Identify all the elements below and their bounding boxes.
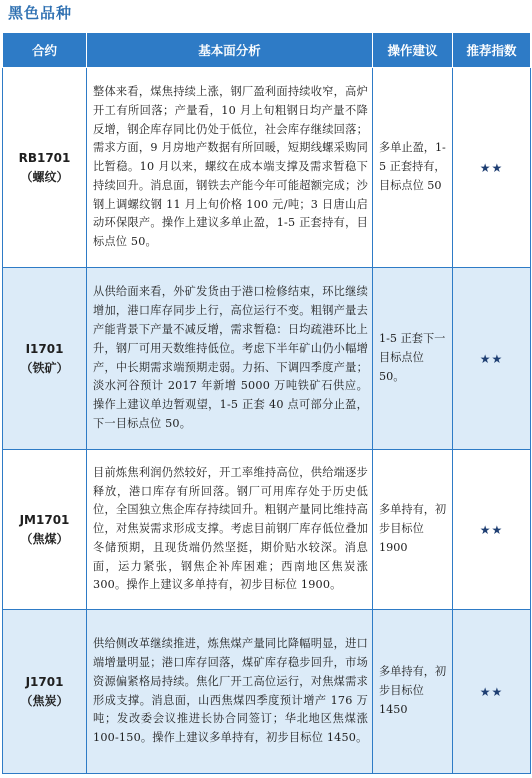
- advice-cell: 多单持有，初步目标位 1450: [373, 610, 453, 774]
- advice-cell: 1-5 正套下一目标点位 50。: [373, 268, 453, 450]
- contract-name: （焦炭）: [20, 693, 69, 708]
- recommendation-table: [2, 32, 531, 774]
- contract-code: I1701: [25, 341, 64, 356]
- analysis-cell: 供给侧改革继续推进，炼焦煤产量同比降幅明显，进口端增量明显；港口库存回落，煤矿库存稳步回升，市场资源偏紧格局持续。焦化厂开工高位运行，对焦煤需求形成支撑。消息面，山西焦煤四季度预计增产 176 万吨；发改委会议推进长协合同签订；华北地区焦煤涨 100-150。操作上建议多单持有，初步目标位 1450。: [87, 610, 373, 774]
- contract-code: J1701: [25, 674, 64, 689]
- header-analysis: 基本面分析: [87, 33, 373, 68]
- contract-cell: [3, 610, 87, 774]
- contract-code: JM1701: [19, 512, 70, 527]
- contract-code: RB1701: [18, 150, 71, 165]
- analysis-cell: 从供给面来看，外矿发货由于港口检修结束，环比继续增加，港口库存同步上行，高位运行不变。粗钢产量去产能背景下产量不减反增，需求暂稳：日均疏港环比上升，钢厂可用天数维持低位。考虑下半年矿山仍小幅增产，中长期需求端预期走弱。力拓、下调四季度产量；淡水河谷预计 2017 年新增 5000 万吨铁矿石供应。操作上建议单边暂观望，1-5 正套 40 点可部分止盈，下一目标点位 50。: [87, 268, 373, 450]
- contract-cell: [3, 450, 87, 610]
- contract-cell: [3, 68, 87, 268]
- contract-name: （螺纹）: [20, 169, 69, 184]
- contract-cell: [3, 268, 87, 450]
- rating-stars: ★★: [453, 268, 531, 450]
- header-rating: 推荐指数: [453, 33, 531, 68]
- rating-stars: ★★: [453, 450, 531, 610]
- table-row: [3, 68, 531, 268]
- table-row: [3, 268, 531, 450]
- table-row: [3, 450, 531, 610]
- table-header-row: [3, 33, 531, 68]
- contract-name: （铁矿）: [20, 360, 69, 375]
- analysis-cell: 目前炼焦利润仍然较好，开工率维持高位，供给端逐步释放，港口库存有所回落。钢厂可用库存处于历史低位，全国独立焦企库存持续回升。粗钢产量同比维持高位，对焦炭需求形成支撑。考虑目前钢厂库存低位叠加冬储预期，且现货端仍然坚挺，期价贴水较深。消息面，运力紧张，钢焦企补库困难；西南地区焦炭涨 300。操作上建议多单持有，初步目标位 1900。: [87, 450, 373, 610]
- table-row: [3, 610, 531, 774]
- section-title: 黑色品种: [8, 4, 73, 22]
- analysis-cell: 整体来看，煤焦持续上涨，钢厂盈利面持续收窄，高炉开工有所回落；产量看，10 月上旬粗钢日均产量不降反增，钢企库存同比仍处于低位，社会库存继续回落；需求方面，9 月房地产数据有所回暖，短期线螺采购同比暂稳。10 月以来，螺纹在成本端支撑及需求暂稳下持续回升。消息面，钢铁去产能今年可能超额完成；沙钢上调螺纹钢 11 月上旬价格 100 元/吨；3 日唐山启动环保限产。操作上建议多单止盈，1-5 正套持有，目标点位 50。: [87, 68, 373, 268]
- header-contract: 合约: [3, 33, 87, 68]
- rating-stars: ★★: [453, 610, 531, 774]
- header-advice: 操作建议: [373, 33, 453, 68]
- rating-stars: ★★: [453, 68, 531, 268]
- contract-name: （焦煤）: [20, 531, 69, 546]
- advice-cell: 多单止盈，1-5 正套持有，目标点位 50: [373, 68, 453, 268]
- advice-cell: 多单持有，初步目标位 1900: [373, 450, 453, 610]
